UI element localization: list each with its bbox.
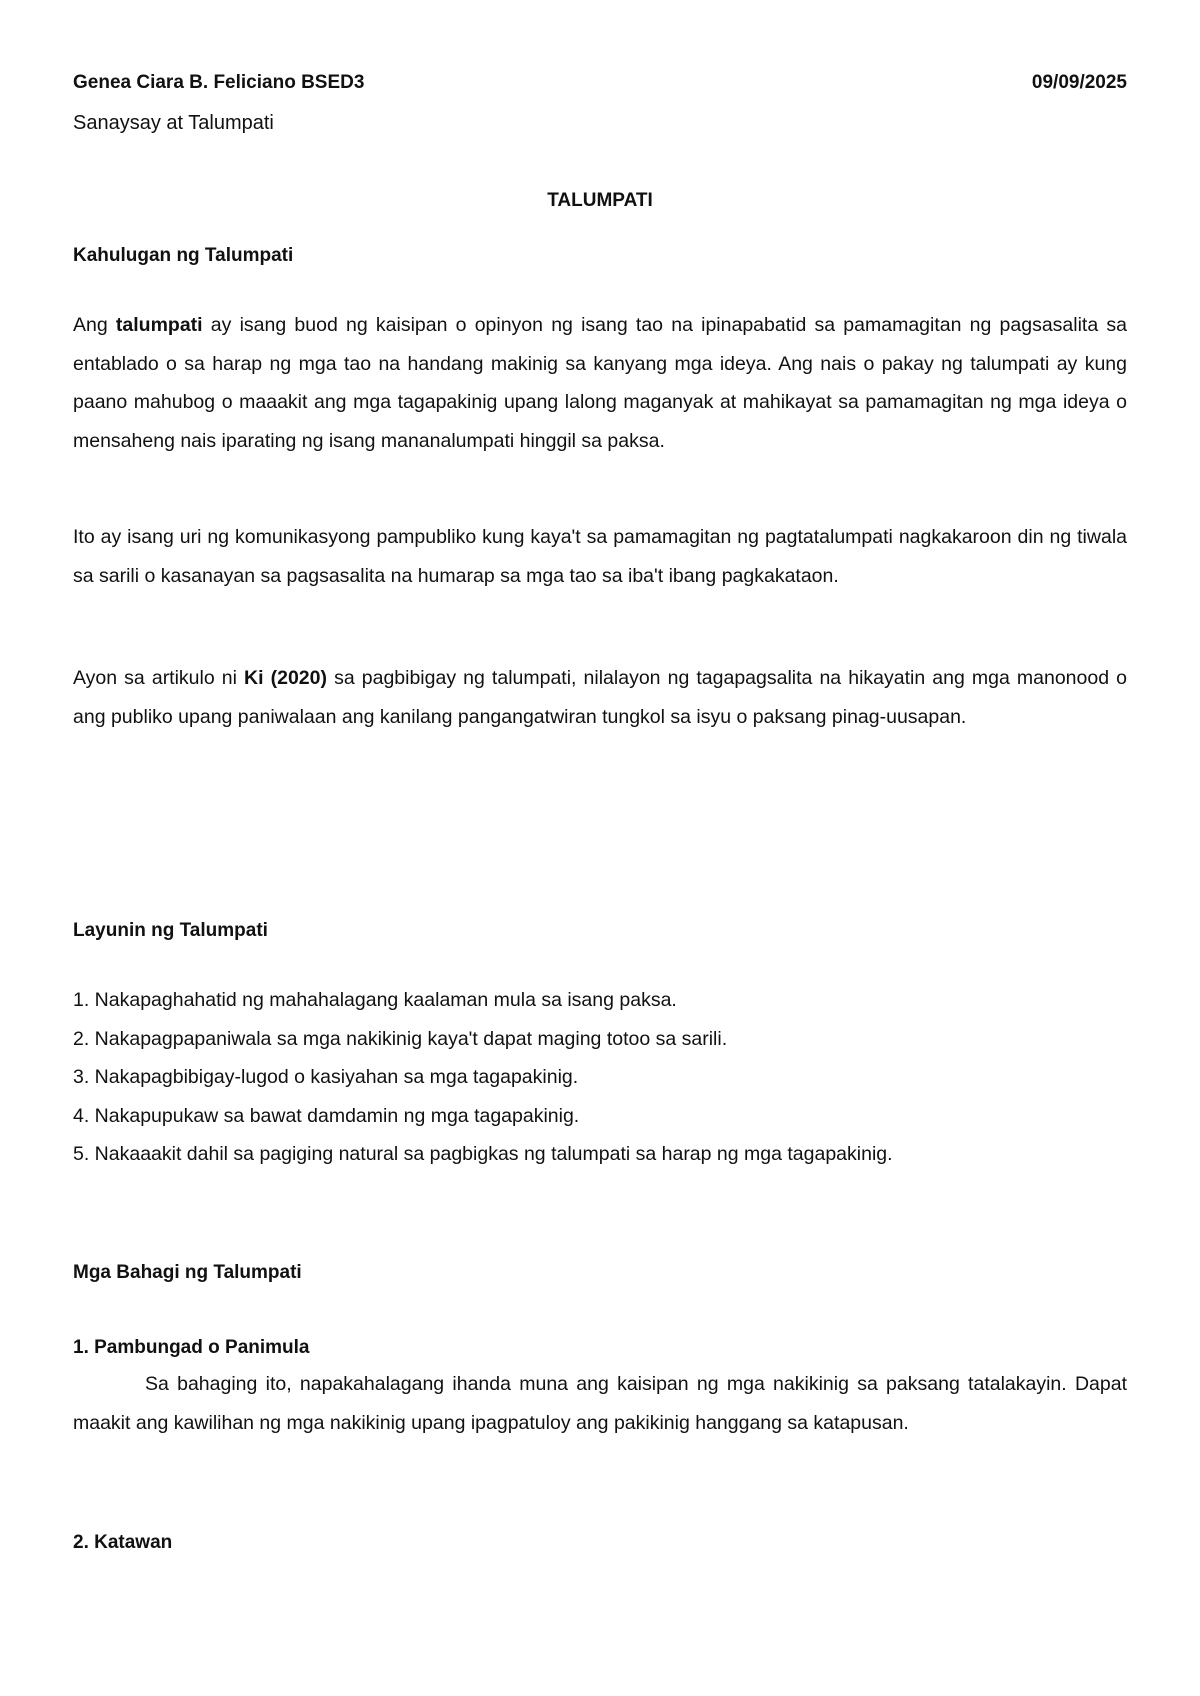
paragraph-text: sa pagbibigay ng talumpati, nilalayon ng tagapagsalita na hikayatin ang mga manonood o ang publiko upang paniwalaan ang kanilang pangangatwiran tungkol sa isyu o paksang pinag-uusapan. — [73, 667, 1127, 728]
section-heading-kahulugan: Kahulugan ng Talumpati — [73, 245, 294, 266]
paragraph-text: Ayon sa artikulo ni — [73, 667, 245, 689]
bold-term: talumpati — [115, 314, 203, 336]
paragraph-text: Ang — [73, 314, 116, 336]
list-item: 1. Nakapaghahatid ng mahahalagang kaalaman mula sa isang paksa. — [73, 989, 677, 1011]
document-title: TALUMPATI — [547, 190, 653, 211]
paragraph-text: ay isang buod ng kaisipan o opinyon ng isang tao na ipinapabatid sa pamamagitan ng pagsasalita sa entablado o sa harap ng mga tao na handang makinig sa kanyang mga ideya. Ang nais o pakay ng talumpati ay kung paano mahubog o maaakit ang mga tagapakinig upang lalong maganyak at mahikayat sa pamamagitan ng mga ideya o mensaheng nais iparating ng isang mananalumpati hinggil sa paksa. — [73, 314, 1127, 452]
objectives-list — [73, 981, 1127, 1174]
subject-line: Sanaysay at Talumpati — [73, 112, 274, 134]
section-heading-layunin: Layunin ng Talumpati — [73, 920, 268, 941]
author-course: Genea Ciara B. Feliciano BSED3 — [73, 72, 365, 93]
list-item: 3. Nakapagbibigay-lugod o kasiyahan sa mga tagapakinig. — [73, 1066, 579, 1088]
paragraph-pambungad: Sa bahaging ito, napakahalagang ihanda muna ang kaisipan ng mga nakikinig sa paksang tatalakayin. Dapat maakit ang kawilihan ng mga nakikinig upang ipagpatuloy ang pakikinig hanggang sa katapusan. — [73, 1373, 1127, 1434]
document-date: 09/09/2025 — [1031, 72, 1127, 93]
paragraph-citation — [73, 659, 1127, 736]
paragraph-definition — [73, 306, 1127, 460]
bold-citation: Ki (2020) — [244, 667, 327, 689]
list-item: 2. Nakapagpapaniwala sa mga nakikinig kaya't dapat maging totoo sa sarili. — [73, 1027, 728, 1050]
paragraph-communication: Ito ay isang uri ng komunikasyong pampubliko kung kaya't sa pamamagitan ng pagtatalumpati nagkakaroon din ng tiwala sa sarili o kasanayan sa pagsasalita na humarap sa mga tao sa iba't ibang pagkakataon. — [73, 526, 1127, 587]
document-header — [73, 72, 1127, 96]
subheading-pambungad: 1. Pambungad o Panimula — [73, 1337, 310, 1358]
section-heading-bahagi: Mga Bahagi ng Talumpati — [73, 1262, 302, 1283]
list-item: 5. Nakaaakit dahil sa pagiging natural sa pagbigkas ng talumpati sa harap ng mga tagapakinig. — [73, 1143, 893, 1165]
list-item: 4. Nakapupukaw sa bawat damdamin ng mga tagapakinig. — [73, 1104, 580, 1127]
subheading-katawan: 2. Katawan — [73, 1532, 173, 1553]
